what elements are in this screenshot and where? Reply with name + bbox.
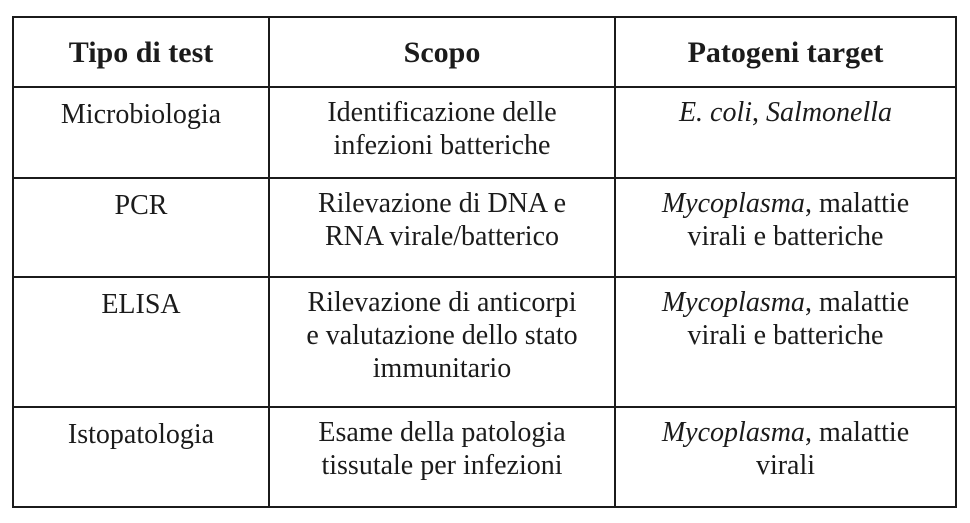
scopo-line: RNA virale/batterico: [324, 221, 560, 252]
pathogen-text: virali e batteriche: [687, 221, 884, 252]
cell-scopo: [269, 87, 615, 178]
cell-patogeni: [615, 87, 956, 178]
header-patogeni-target: Patogeni target: [615, 17, 956, 87]
pathogen-text: , malattie: [804, 188, 910, 219]
pathogen-name: Mycoplasma: [661, 287, 805, 318]
scopo-line: Esame della patologia: [318, 417, 566, 448]
table-row: [13, 87, 956, 178]
scopo-line: infezioni batteriche: [333, 130, 551, 161]
scopo-line: Rilevazione di anticorpi: [307, 287, 577, 318]
header-scopo: Scopo: [269, 17, 615, 87]
cell-tipo: PCR: [13, 178, 269, 277]
header-row: [13, 17, 956, 87]
table-body: [13, 87, 956, 507]
pathogen-text: virali: [755, 450, 816, 481]
pathogen-text: , malattie: [804, 417, 910, 448]
cell-tipo: ELISA: [13, 277, 269, 407]
scopo-line: Rilevazione di DNA e: [317, 188, 567, 219]
pathogen-name: E. coli: [678, 97, 753, 128]
header-tipo-di-test: Tipo di test: [13, 17, 269, 87]
scopo-line: immunitario: [372, 353, 512, 384]
pathogen-name: Salmonella: [766, 97, 893, 128]
cell-patogeni: [615, 277, 956, 407]
table-header: [13, 17, 956, 87]
cell-patogeni: [615, 407, 956, 507]
cell-scopo: [269, 277, 615, 407]
scopo-line: tissutale per infezioni: [321, 450, 563, 481]
separator: ,: [752, 97, 767, 128]
table-row: [13, 178, 956, 277]
pathogen-name: Mycoplasma: [661, 188, 805, 219]
pathogen-name: Mycoplasma: [661, 417, 805, 448]
cell-tipo: Istopatologia: [13, 407, 269, 507]
pathogen-text: , malattie: [804, 287, 910, 318]
cell-patogeni: [615, 178, 956, 277]
cell-scopo: [269, 407, 615, 507]
scopo-line: Identificazione delle: [327, 97, 557, 128]
table-row: [13, 407, 956, 507]
diagnostic-tests-table: [12, 16, 957, 508]
table-row: [13, 277, 956, 407]
cell-tipo: Microbiologia: [13, 87, 269, 178]
scopo-line: e valutazione dello stato: [306, 320, 578, 351]
cell-scopo: [269, 178, 615, 277]
pathogen-text: virali e batteriche: [687, 320, 884, 351]
